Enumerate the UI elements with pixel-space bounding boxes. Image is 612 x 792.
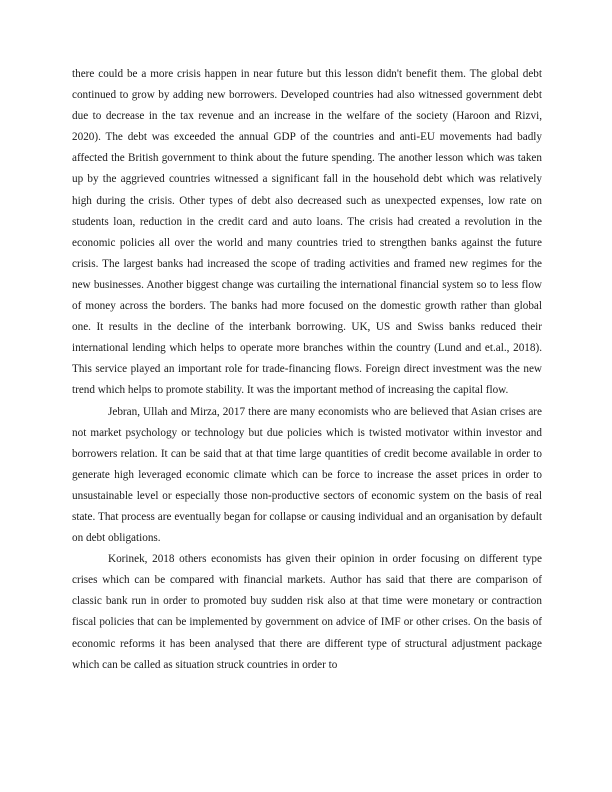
- paragraph-1: there could be a more crisis happen in near future but this lesson didn't benefit them. The global debt continued to grow by adding new borrowers. Developed countries had also witnessed government debt due to decrease in the tax revenue and an increase in the welfare of the society (Haroon and Rizvi, 2020). The debt was exceeded the annual GDP of the countries and anti-EU movements had badly affected the British government to think about the future spending. The another lesson which was taken up by the aggrieved countries witnessed a significant fall in the household debt which was relatively high during the crisis. Other types of debt also decreased such as unexpected expenses, low rate on students loan, reduction in the credit card and auto loans. The crisis had created a revolution in the economic policies all over the world and many countries tried to strengthen banks against the future crisis. The largest banks had increased the scope of trading activities and framed new regimes for the new businesses. Another biggest change was curtailing the international financial system so to less flow of money across the borders. The banks had more focused on the domestic growth rather than global one. It results in the decline of the interbank borrowing. UK, US and Swiss banks reduced their international lending which helps to operate more branches within the country (Lund and et.al., 2018). This service played an important role for trade-financing flows. Foreign direct investment was the new trend which helps to promote stability. It was the important method of increasing the capital flow.: [72, 68, 542, 397]
- paragraph-2: Jebran, Ullah and Mirza, 2017 there are many economists who are believed that Asian crises are not market psychology or technology but due policies which is twisted motivator within investor and borrowers relation. It can be said that at that time large quantities of credit become available in order to generate high leveraged economic climate which can be force to increase the asset prices in order to unsustainable level or especially those non-productive sectors of economic system on the basis of real state. That process are eventually began for collapse or causing individual and an organisation by default on debt obligations.: [72, 405, 542, 545]
- paragraph-3: Korinek, 2018 others economists has given their opinion in order focusing on different type crises which can be compared with financial markets. Author has said that there are comparison of classic bank run in order to promoted buy sudden risk also at that time were monetary or contraction fiscal policies that can be implemented by government on advice of IMF or other crises. On the basis of economic reforms it has been analysed that there are different type of structural adjustment package which can be called as situation struck countries in order to: [72, 553, 542, 671]
- document-page: [72, 64, 542, 676]
